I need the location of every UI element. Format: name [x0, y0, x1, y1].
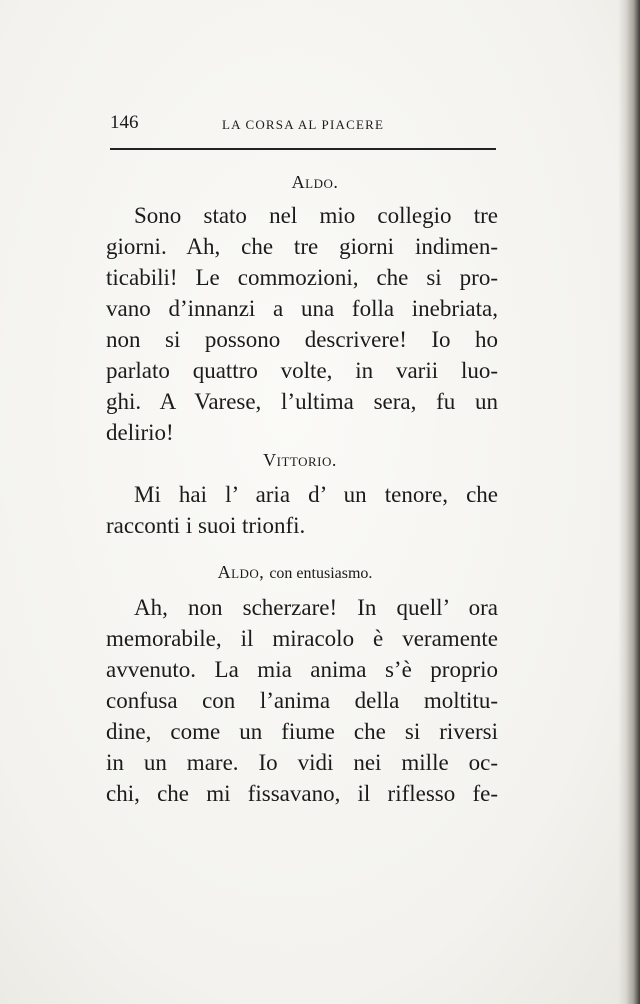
running-title: LA CORSA AL PIACERE — [222, 117, 385, 132]
text-line: dine, come un fiume che si riversi — [106, 719, 498, 744]
text-line: in un mare. Io vidi nei mille oc- — [106, 750, 498, 775]
text-line: avvenuto. La mia anima s’è proprio — [106, 657, 498, 682]
text-line: memorabile, il miracolo è veramente — [106, 626, 498, 651]
text-line: chi, che mi fissavano, il riflesso fe- — [106, 781, 498, 806]
stage-direction: con entusiasmo. — [269, 565, 373, 582]
text-line: Mi hai l’ aria d’ un tenore, che — [134, 482, 498, 507]
dialogue-paragraph-3 — [106, 592, 498, 809]
speaker-name: Vittorio. — [263, 450, 337, 470]
text-line: giorni. Ah, che tre giorni indimen- — [106, 234, 498, 259]
text-line: delirio! — [106, 420, 174, 445]
text-line: vano d’innanzi a una folla inebriata, — [106, 296, 498, 321]
page-header — [110, 112, 496, 132]
dialogue-paragraph-2 — [106, 479, 498, 541]
text-line: confusa con l’anima della moltitu- — [106, 688, 498, 713]
text-line: ticabili! Le commozioni, che si pro- — [106, 265, 498, 290]
text-line: racconti i suoi trionfi. — [106, 513, 306, 538]
text-line: parlato quattro volte, in varii luo- — [106, 358, 498, 383]
speaker-name: Aldo. — [291, 172, 339, 192]
header-rule — [110, 148, 496, 150]
text-line: Sono stato nel mio collegio tre — [134, 203, 498, 228]
page-number: 146 — [110, 112, 139, 133]
text-line: ghi. A Varese, l’ultima sera, fu un — [106, 389, 498, 414]
speaker-name: Aldo, — [217, 562, 265, 582]
speaker-aldo-direction — [150, 562, 440, 583]
speaker-aldo — [240, 172, 390, 193]
speaker-vittorio — [200, 450, 400, 471]
text-line: non si possono descrivere! Io ho — [106, 327, 498, 352]
text-line: Ah, non scherzare! In quell’ ora — [134, 595, 498, 620]
dialogue-paragraph-1 — [106, 200, 498, 448]
page-edge-shadow — [618, 0, 640, 1004]
